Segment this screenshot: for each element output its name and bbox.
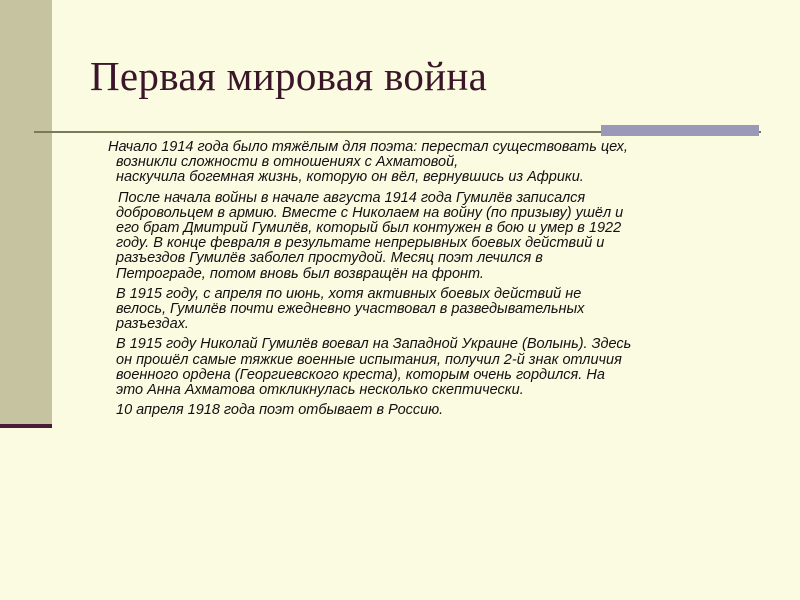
title-divider-accent <box>601 125 759 136</box>
text-line: Начало 1914 года было тяжёлым для поэта: перестал существовать цех, <box>108 139 628 155</box>
text-line: военного ордена (Георгиевского креста), которым очень гордился. На <box>116 366 605 383</box>
slide-title: Первая мировая война <box>90 53 488 99</box>
text-line: В 1915 году Николай Гумилёв воевал на Западной Украине (Волынь). Здесь <box>116 336 632 353</box>
paragraph-5 <box>116 403 766 418</box>
text-line: После начала войны в начале августа 1914 года Гумилёв записался <box>118 189 586 206</box>
text-line: разъездах. <box>116 316 189 333</box>
paragraph-1 <box>108 139 766 186</box>
paragraph-3 <box>116 287 766 333</box>
text-line: В 1915 году, с апреля по июнь, хотя активных боевых действий не <box>116 285 582 302</box>
text-line: разъездов Гумилёв заболел простудой. Месяц поэт лечился в <box>116 250 543 267</box>
text-line: добровольцем в армию. Вместе с Николаем на войну (по призыву) ушёл и <box>116 204 624 221</box>
text-line: наскучила богемная жизнь, которую он вёл, вернувшись из Африки. <box>116 169 584 186</box>
slide-body <box>108 139 766 423</box>
paragraph-2 <box>116 191 766 282</box>
sidebar-band <box>0 0 52 428</box>
text-line: это Анна Ахматова откликнулась несколько скептически. <box>116 382 524 399</box>
text-line: Петрограде, потом вновь был возвращён на фронт. <box>116 265 484 282</box>
text-line: возникли сложности в отношениях с Ахматовой, <box>116 154 459 171</box>
sidebar-accent-line <box>0 424 52 428</box>
text-line: он прошёл самые тяжкие военные испытания, получил 2-й знак отличия <box>116 351 622 368</box>
text-line: 10 апреля 1918 года поэт отбывает в Россию. <box>116 402 444 419</box>
text-line: велось, Гумилёв почти ежедневно участвовал в разведывательных <box>116 301 585 318</box>
paragraph-4 <box>116 337 766 398</box>
text-line: году. В конце февраля в результате непрерывных боевых действий и <box>116 235 605 252</box>
text-line: его брат Дмитрий Гумилёв, который был контужен в бою и умер в 1922 <box>116 220 622 237</box>
